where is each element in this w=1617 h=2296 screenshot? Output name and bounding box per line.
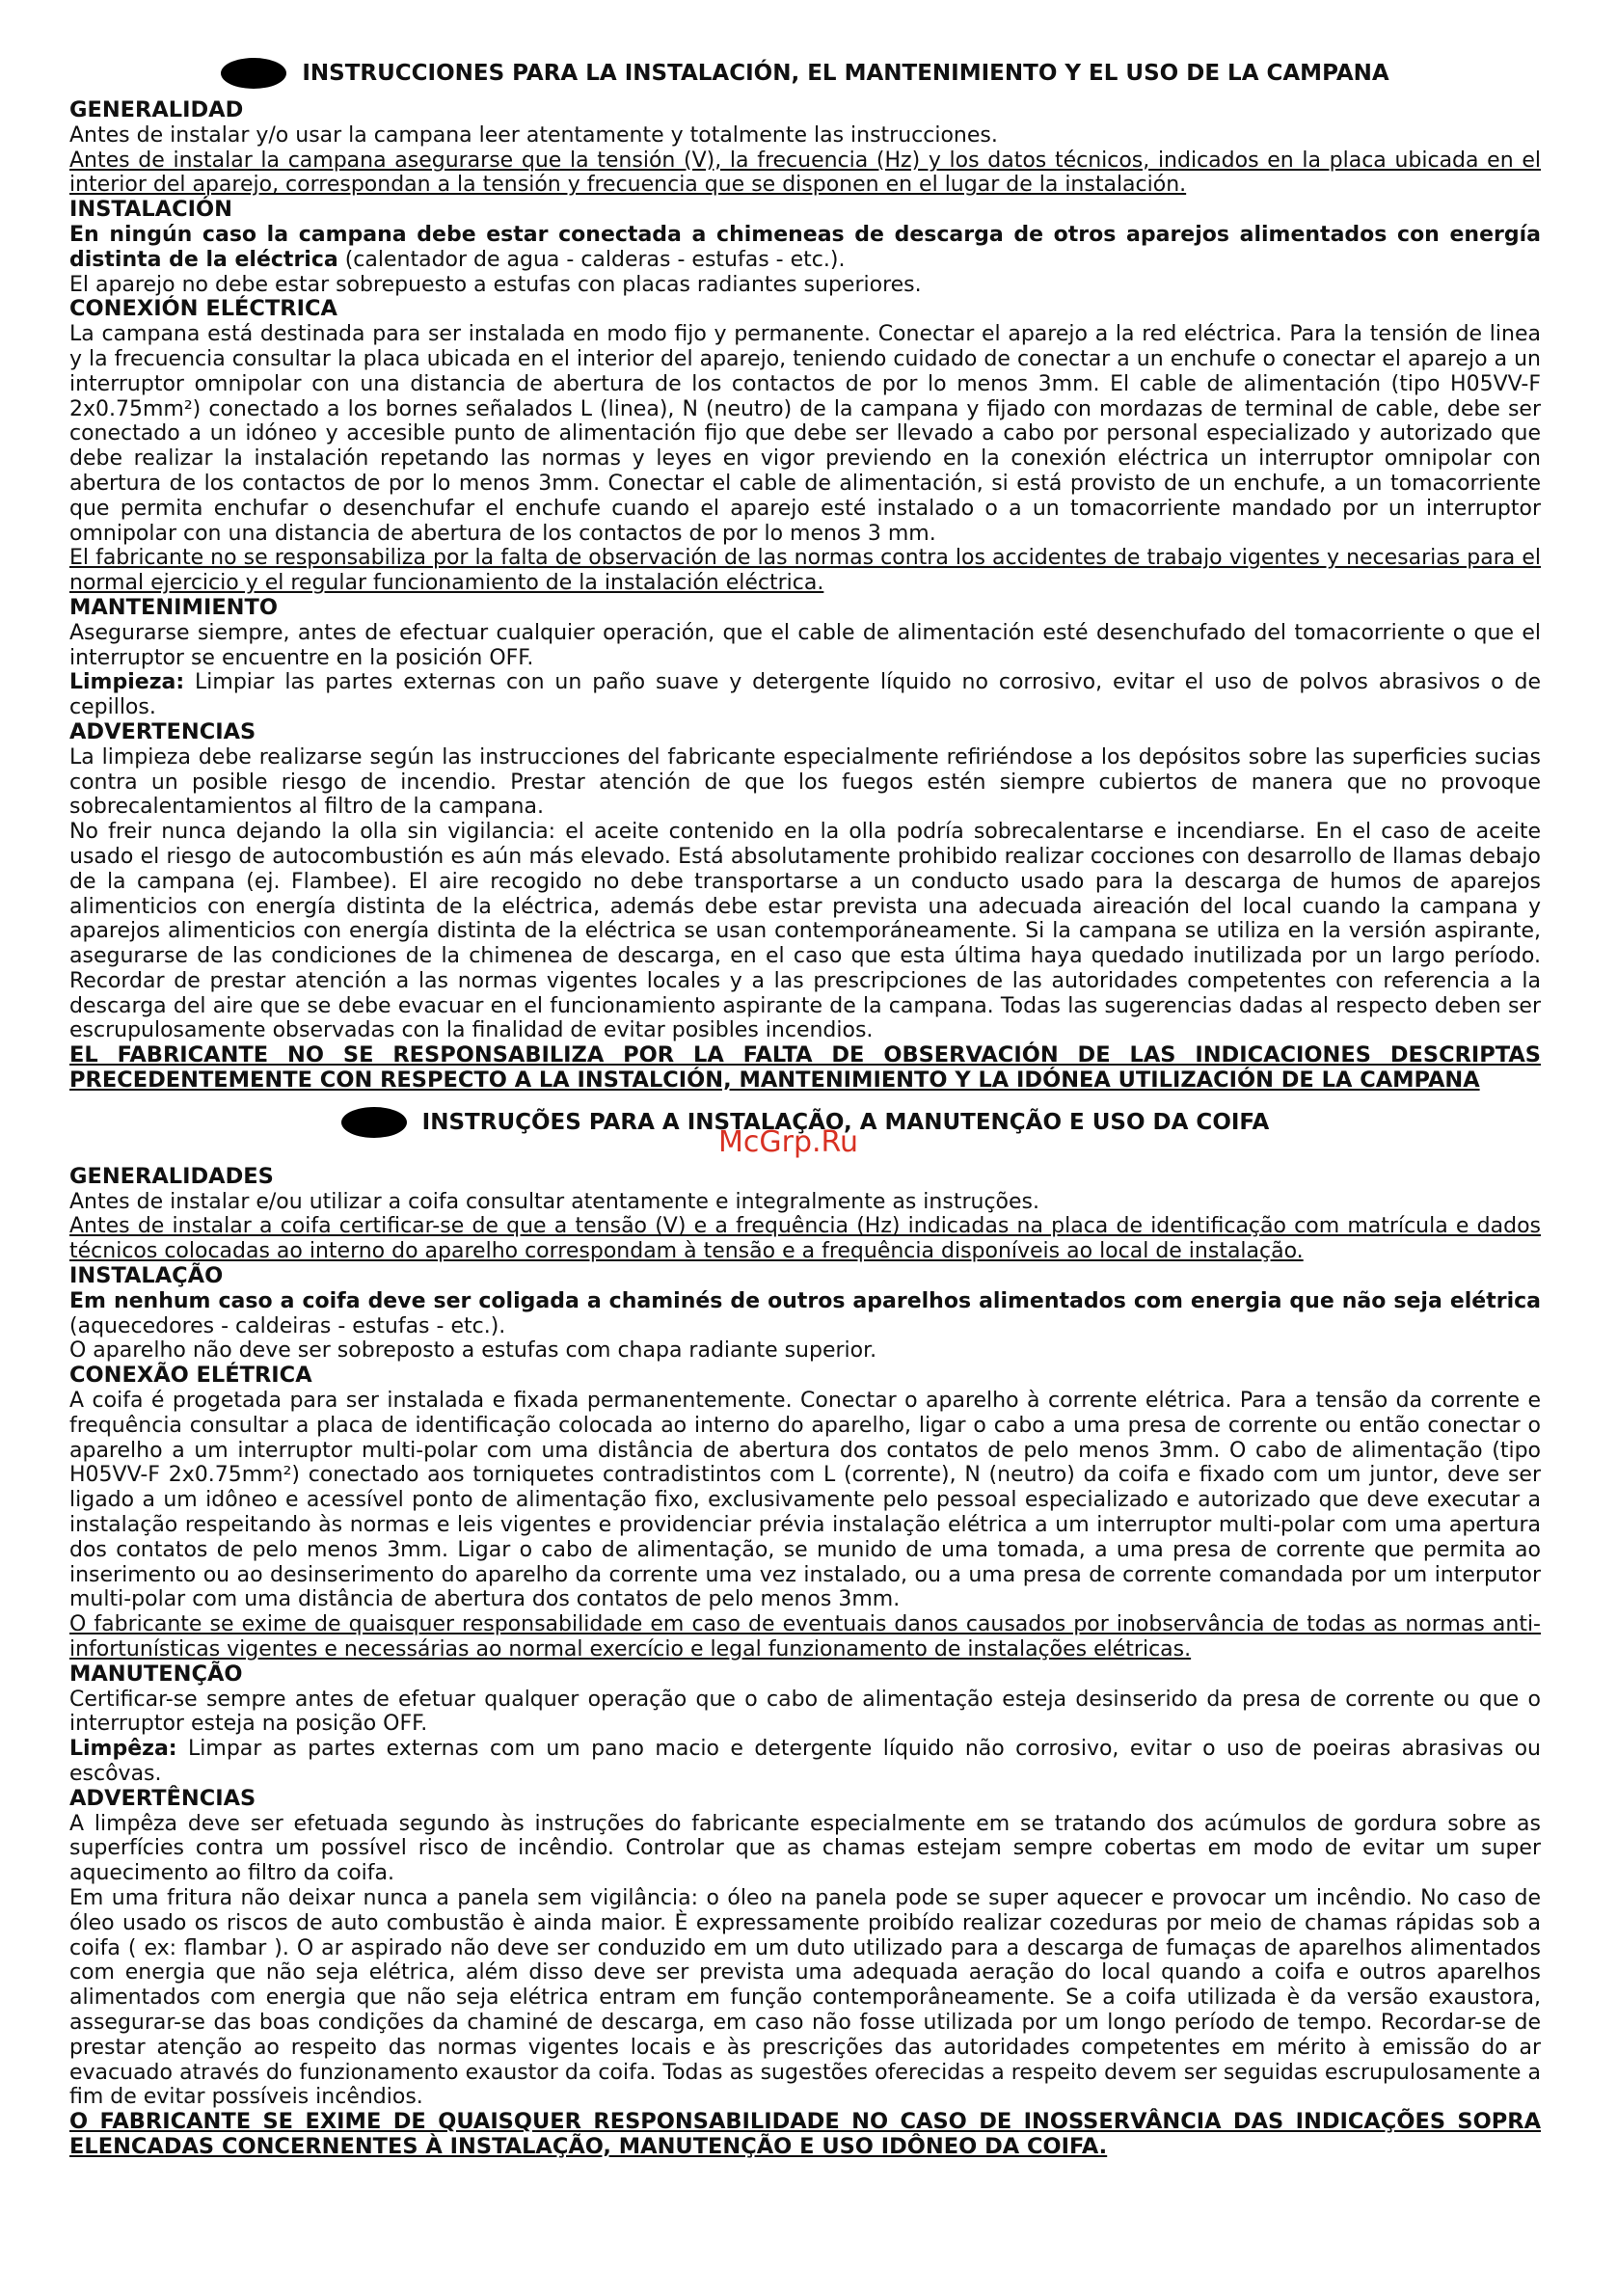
paragraph-underlined: Antes de instalar a coifa certificar-se de que a tensão (V) e a frequência (Hz) indicadas na placa de identificação com matrícula e dados técnicos colocadas ao interno do aparelho correspondam à tensão e a frequência disponíveis ao local de instalação. bbox=[69, 1214, 1541, 1264]
paragraph: A coifa é progetada para ser instalada e fixada permanentemente. Conectar o aparelho à corrente elétrica. Para a tensão da corrente e frequência consultar a placa de identificação colocada ao interno do aparelho, ligar o cabo a uma presa de corrente ou então conectar o aparelho a um interruptor multi-polar com uma distância de abertura dos contatos de pelo menos 3mm. O cabo de alimentação (tipo H05VV-F 2x0.75mm²) conectado aos torniquetes contradistintos com L (corrente), N (neutro) da coifa e fixado com um juntor, deve ser ligado a um idôneo e acessível ponto de alimentação fixo, exclusivamente pelo pessoal especializado e autorizado que deve executar a instalação respeitando às normas e leis vigentes e providenciar prévia instalação elétrica a um interruptor multi-polar com uma apertura dos contatos de pelo menos 3mm. Ligar o cabo de alimentação, se munido de uma tomada, a uma presa de corrente que permita ao inserimento ou ao desinserimento do aparelho da corrente uma vez instalado, ou a uma presa de corrente comandada por um interputor multi-polar com uma distância de abertura dos contatos de pelo menos 3mm. bbox=[69, 1389, 1541, 1612]
paragraph-underlined: El fabricante no se responsabiliza por la falta de observación de las normas contra los accidentes de trabajo vigentes y necesarias para el normal ejercicio y el regular funcionamiento de la instalación eléctrica. bbox=[69, 546, 1541, 596]
heading-advertencias-pt: ADVERTÊNCIAS bbox=[69, 1785, 256, 1811]
heading-advertencias: ADVERTENCIAS bbox=[69, 718, 256, 744]
paragraph: La campana está destinada para ser instalada en modo fijo y permanente. Conectar el aparejo a la red eléctrica. Para la tensión de linea y la frecuencia consultar la placa ubicada en el interior del aparejo, teniendo cuidado de conectar a un enchufe o conectar el aparejo a un interruptor omnipolar con una distancia de abertura de los contactos de por lo menos 3mm. El cable de alimentación (tipo H05VV-F 2x0.75mm²) conectado a los bornes señalados L (linea), N (neutro) de la campana y fijado con mordazas de terminal de cable, debe ser conectado a un idóneo y accesible punto de alimentación fijo que debe ser llevado a cabo por personal especializado y autorizado que debe realizar la instalación repetando las normas y leyes en vigor previendo en la conexión eléctrica un interruptor omnipolar con abertura de los contactos de por lo menos 3mm. Conectar el cable de alimentación, si está provisto de un enchufe, a un tomacorriente que permita enchufar o desenchufar el enchufe cuando el aparejo esté instalado o a un tomacorriente mandado por un interruptor omnipolar con una distancia de abertura de los contactos de por lo menos 3 mm. bbox=[69, 322, 1541, 546]
bold-label: Limpieza: bbox=[69, 670, 185, 695]
paragraph: Antes de instalar e/ou utilizar a coifa consultar atentamente e integralmente as instruções. bbox=[69, 1189, 1039, 1214]
heading-generalidad: GENERALIDAD bbox=[69, 97, 244, 122]
warning-paragraph: O FABRICANTE SE EXIME DE QUAISQUER RESPONSABILIDADE NO CASO DE INOSSERVÂNCIA DAS INDICAÇÕES SOPRA ELENCADAS CONCERNENTES À INSTALAÇÃO, MANUTENÇÃO E USO IDÔNEO DA COIFA. bbox=[69, 2109, 1541, 2159]
paragraph bbox=[69, 223, 1541, 273]
title-text: INSTRUÇÕES PARA A INSTALAÇÃO, A MANUTENÇÃO E USO DA COIFA bbox=[421, 1109, 1270, 1135]
paragraph: Asegurarse siempre, antes de efectuar cualquier operación, que el cable de alimentación esté desenchufado del tomacorriente o que el interruptor se encuentre en la posición OFF. bbox=[69, 620, 1541, 670]
paragraph bbox=[69, 1289, 1541, 1339]
section-title-es bbox=[69, 58, 1541, 89]
title-text: INSTRUCCIONES PARA LA INSTALACIÓN, EL MANTENIMIENTO Y EL USO DE LA CAMPANA bbox=[302, 61, 1389, 86]
watermark-text: McGrp.Ru bbox=[718, 1125, 859, 1159]
paragraph bbox=[69, 1737, 1541, 1787]
text: (calentador de agua - calderas - estufas - etc.). bbox=[337, 247, 846, 272]
bold-label: Limpêza: bbox=[69, 1737, 177, 1762]
text: (aquecedores - caldeiras - estufas - etc.). bbox=[69, 1313, 506, 1338]
paragraph: Certificar-se sempre antes de efetuar qualquer operação que o cabo de alimentação esteja desinserido da presa de corrente ou que o interruptor esteja na posição OFF. bbox=[69, 1687, 1541, 1737]
heading-generalidades: GENERALIDADES bbox=[69, 1163, 274, 1189]
paragraph: No freir nunca dejando la olla sin vigilancia: el aceite contenido en la olla podría sobrecalentarse e incendiarse. En el caso de aceite usado el riesgo de autocombustión es aún más elevado. Está absolutamente prohibido realizar cocciones con desarrollo de llamas debajo de la campana (ej. Flambee). El aire recogido no debe transportarse a un conducto usado para la descarga de humos de aparejos alimenticios con energía distinta de la eléctrica, además debe estar prevista una adecuada aireación del local cuando la campana y aparejos alimenticios con energía distinta de la eléctrica se usan contemporáneamente. Si la campana se utiliza en la versión aspirante, asegurarse de las condiciones de la chimenea de descarga, en el caso que esta última haya quedado inutilizada por un largo período. Recordar de prestar atención a las normas vigentes locales y a las prescripciones de las autoridades competentes con referencia a la descarga del aire que se debe evacuar en el funcionamiento aspirante de la campana. Todas las sugerencias dadas al respecto deben ser escrupulosamente observadas con la finalidad de evitar posibles incendios. bbox=[69, 820, 1541, 1043]
heading-conexion: CONEXIÓN ELÉCTRICA bbox=[69, 296, 337, 322]
paragraph: La limpieza debe realizarse según las instrucciones del fabricante especialmente refiriéndose a los depósitos sobre las superficies sucias contra un posible riesgo de incendio. Prestar atención de que los fuegos estén siempre cubiertos de manera que no provoque sobrecalentamientos al filtro de la campana. bbox=[69, 744, 1541, 820]
heading-conexao: CONEXÃO ELÉTRICA bbox=[69, 1363, 312, 1389]
heading-instalacao: INSTALAÇÃO bbox=[69, 1263, 224, 1289]
paragraph-underlined: Antes de instalar la campana asegurarse que la tensión (V), la frecuencia (Hz) y los datos técnicos, indicados en la placa ubicada en el interior del aparejo, correspondan a la tensión y frecuencia que se disponen en el lugar de la instalación. bbox=[69, 148, 1541, 198]
paragraph: El aparejo no debe estar sobrepuesto a estufas con placas radiantes superiores. bbox=[69, 272, 922, 297]
language-flag-icon bbox=[341, 1107, 407, 1138]
language-flag-icon bbox=[221, 58, 286, 89]
paragraph: A limpêza deve ser efetuada segundo às instruções do fabricante especialmente em se tratando dos acúmulos de gordura sobre as superfícies contra um possível risco de incêndio. Controlar que as chamas estejam sempre cobertas em modo de evitar um super aquecimento ao filtro da coifa. bbox=[69, 1811, 1541, 1886]
bold-text: En ningún caso la campana debe estar conectada a chimeneas de descarga de otros aparejos alimentados con energía distinta de la eléctrica bbox=[69, 222, 1541, 272]
bold-text: Em nenhum caso a coifa deve ser coligada a chaminés de outros aparelhos alimentados com energia que não seja elétrica bbox=[69, 1288, 1541, 1313]
heading-instalacion: INSTALACIÓN bbox=[69, 197, 233, 223]
paragraph: O aparelho não deve ser sobreposto a estufas com chapa radiante superior. bbox=[69, 1338, 877, 1364]
text: Limpiar las partes externas con un paño suave y detergente líquido no corrosivo, evitar el uso de polvos abrasivos o de cepillos. bbox=[69, 670, 1541, 720]
warning-paragraph: EL FABRICANTE NO SE RESPONSABILIZA POR LA FALTA DE OBSERVACIÓN DE LAS INDICACIONES DESCRIPTAS PRECEDENTEMENTE CON RESPECTO A LA INSTALCIÓN, MANTENIMIENTO Y LA IDÓNEA UTILIZACIÓN DE LA CAMPANA bbox=[69, 1042, 1541, 1094]
document-body bbox=[69, 58, 1541, 2160]
paragraph bbox=[69, 670, 1541, 720]
heading-mantenimiento: MANTENIMIENTO bbox=[69, 594, 278, 620]
paragraph: Antes de instalar y/o usar la campana leer atentamente y totalmente las instrucciones. bbox=[69, 122, 998, 148]
heading-manutencao: MANUTENÇÃO bbox=[69, 1661, 243, 1687]
text: Limpar as partes externas com um pano macio e detergente líquido não corrosivo, evitar o uso de poeiras abrasivas ou escôvas. bbox=[69, 1737, 1541, 1786]
paragraph: Em uma fritura não deixar nunca a panela sem vigilância: o óleo na panela pode se super aquecer e provocar um incêndio. No caso de óleo usado os riscos de auto combustão è ainda maior. È expressamente proibído realizar cozeduras por meio de chamas rápidas sob a coifa ( ex: flambar ). O ar aspirado não deve ser conduzido em um duto utilizado para a descarga de fumaças de aparelhos alimentados com energia que não seja elétrica, além disso deve ser prevista uma adequada aeração do local quando a coifa e outros aparelhos alimentados com energia que não seja elétrica entram em função contemporâneamente. Se a coifa utilizada è da versão exaustora, assegurar-se das boas condições da chaminé de descarga, em caso não fosse utilizada por um longo período de tempo. Recordar-se de prestar atenção ao respeito das normas vigentes locais e às prescrições das autoridades competentes em mérito à emissão do ar evacuado através do funzionamento exaustor da coifa. Todas as sugestões oferecidas a respeito devem ser seguidas escrupulosamente a fim de evitar possíveis incêndios. bbox=[69, 1885, 1541, 2110]
paragraph-underlined: O fabricante se exime de quaisquer responsabilidade em caso de eventuais danos causados por inobservância de todas as normas anti-infortunísticas vigentes e necessárias ao normal exercício e legal funzionamento de instalações elétricas. bbox=[69, 1612, 1541, 1662]
